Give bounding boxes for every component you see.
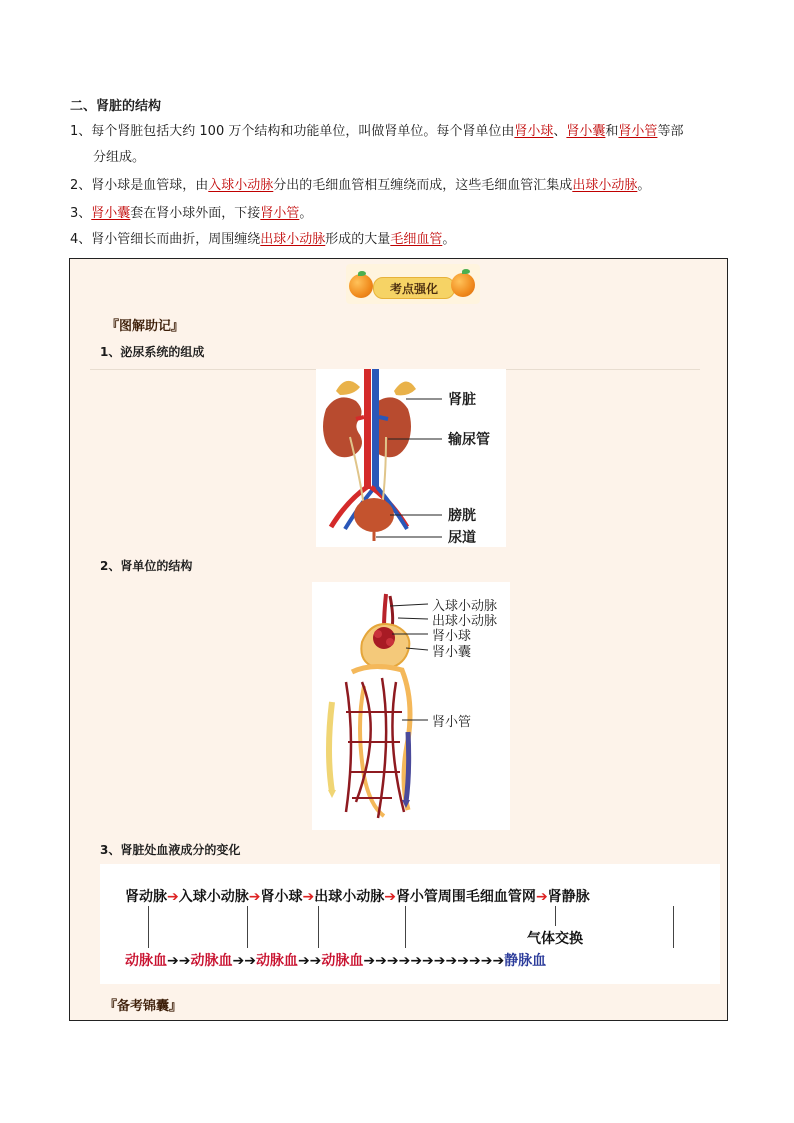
answer-efferent-2: 出球小动脉 <box>260 232 326 247</box>
item-4 <box>70 230 455 250</box>
label-tubule: 肾小管 <box>432 715 472 730</box>
answer-tubule-2: 肾小管 <box>260 206 300 221</box>
connector-5 <box>555 906 556 926</box>
arterial-blood-2: 动脉血 <box>190 953 233 969</box>
label-afferent: 入球小动脉 <box>432 599 498 614</box>
blood-type-row <box>125 950 546 970</box>
flow-renal-vein: 肾静脉 <box>547 889 590 905</box>
urinary-system-illustration <box>316 369 506 547</box>
blood-flow-diagram <box>100 864 720 984</box>
connector-6 <box>673 906 674 948</box>
item-2-text: 2、肾小球是血管球，由 <box>70 178 209 193</box>
glomerulus <box>373 627 395 649</box>
connector-1 <box>148 906 149 948</box>
connector-3 <box>318 906 319 948</box>
efferent-arteriole <box>390 596 393 628</box>
flow-glomerulus: 肾小球 <box>260 889 303 905</box>
connector-4 <box>405 906 406 948</box>
glomerulus-lobe <box>386 638 394 646</box>
connector-2 <box>247 906 248 948</box>
flow-arrow: ➔ <box>248 889 261 905</box>
label-urethra: 尿道 <box>448 530 476 546</box>
nephron-figure <box>312 582 510 830</box>
answer-glomerulus: 肾小球 <box>514 124 554 139</box>
item-3-mid: 套在肾小球外面，下接 <box>130 206 261 221</box>
answer-efferent: 出球小动脉 <box>572 178 638 193</box>
fig1-title: 1、泌尿系统的组成 <box>100 345 205 359</box>
item-4-suffix: 。 <box>442 232 456 247</box>
flow-path <box>125 886 590 906</box>
fig2-title: 2、肾单位的结构 <box>100 559 193 573</box>
item-3-num: 3、 <box>70 206 92 221</box>
flow-arrow: ➔ <box>384 889 396 905</box>
item-2 <box>70 176 650 196</box>
flow-arrow: ➔ <box>302 889 315 905</box>
badge-pill <box>373 277 455 299</box>
label-bladder: 膀胱 <box>448 508 476 524</box>
item-1-sep: 、 <box>553 124 567 139</box>
item-1-continuation: 分组成。 <box>93 150 146 165</box>
label-ureter: 输尿管 <box>448 432 490 448</box>
bladder <box>354 498 394 532</box>
kidney-left <box>323 397 362 457</box>
collecting-duct <box>329 702 332 792</box>
answer-capsule-2: 肾小囊 <box>91 206 131 221</box>
item-2-suffix: 。 <box>637 178 651 193</box>
beikao-heading: 『备考锦囊』 <box>104 999 183 1014</box>
duct-arrow <box>328 790 336 798</box>
renal-artery-left <box>356 417 364 419</box>
item-4-mid: 形成的大量 <box>325 232 391 247</box>
item-4-text: 4、肾小管细长而曲折，周围缠绕 <box>70 232 261 247</box>
label-capsule: 肾小囊 <box>432 645 472 660</box>
adrenal-left <box>336 381 360 395</box>
answer-tubule: 肾小管 <box>618 124 658 139</box>
renal-venule <box>406 732 409 802</box>
glomerulus-lobe <box>374 630 382 638</box>
badge-text: 考点强化 <box>389 282 438 296</box>
item-1-sep2: 和 <box>605 124 619 139</box>
arrows: ➔➔ <box>297 953 322 969</box>
item-1 <box>70 122 683 142</box>
item-3-suffix: 。 <box>299 206 313 221</box>
arrows: ➔➔ <box>167 953 191 969</box>
flow-arrow: ➔ <box>167 889 179 905</box>
key-points-box <box>69 258 728 1021</box>
label-kidney: 肾脏 <box>448 392 476 408</box>
arrows: ➔➔ <box>232 953 256 969</box>
vena-cava <box>372 369 379 489</box>
flow-efferent: 出球小动脉 <box>314 889 385 905</box>
flow-afferent: 入球小动脉 <box>178 889 249 905</box>
answer-capillary: 毛细血管 <box>390 232 443 247</box>
adrenal-right <box>394 381 416 395</box>
leaf-icon-right <box>462 269 470 274</box>
tujie-heading: 『图解助记』 <box>106 319 185 334</box>
orange-icon-right <box>451 273 475 297</box>
fig3-title: 3、肾脏处血液成分的变化 <box>100 843 241 857</box>
flow-arrow: ➔ <box>535 889 548 905</box>
arterial-blood-1: 动脉血 <box>125 953 167 969</box>
flow-capillary-network: 肾小管周围毛细血管网 <box>395 889 536 905</box>
leader-efferent <box>398 618 428 619</box>
leader-afferent <box>390 604 428 606</box>
label-glomerulus: 肾小球 <box>432 629 472 644</box>
arterial-blood-4: 动脉血 <box>321 953 364 969</box>
leaf-icon-left <box>358 271 366 276</box>
afferent-arteriole <box>384 594 386 628</box>
label-efferent: 出球小动脉 <box>432 614 498 629</box>
urinary-system-figure <box>316 369 506 547</box>
section-title: 二、肾脏的结构 <box>70 99 162 114</box>
gas-exchange-label: 气体交换 <box>527 931 583 947</box>
answer-afferent: 入球小动脉 <box>208 178 274 193</box>
item-1-suffix: 等部 <box>657 124 684 139</box>
arterial-blood-3: 动脉血 <box>255 953 298 969</box>
venous-blood: 静脉血 <box>504 953 547 969</box>
renal-vein-right <box>379 417 388 419</box>
item-3 <box>70 204 312 224</box>
flow-renal-artery: 肾动脉 <box>125 889 167 905</box>
aorta <box>364 369 371 489</box>
orange-icon-left <box>349 274 373 298</box>
item-1-text: 1、每个肾脏包括大约 100 万个结构和功能单位，叫做肾单位。每个肾单位由 <box>70 124 515 139</box>
key-points-badge <box>346 264 480 304</box>
item-2-mid: 分出的毛细血管相互缠绕而成，这些毛细血管汇集成 <box>273 178 573 193</box>
answer-capsule: 肾小囊 <box>566 124 606 139</box>
arrows-long: ➔➔➔➔➔➔➔➔➔➔➔➔ <box>363 953 505 969</box>
